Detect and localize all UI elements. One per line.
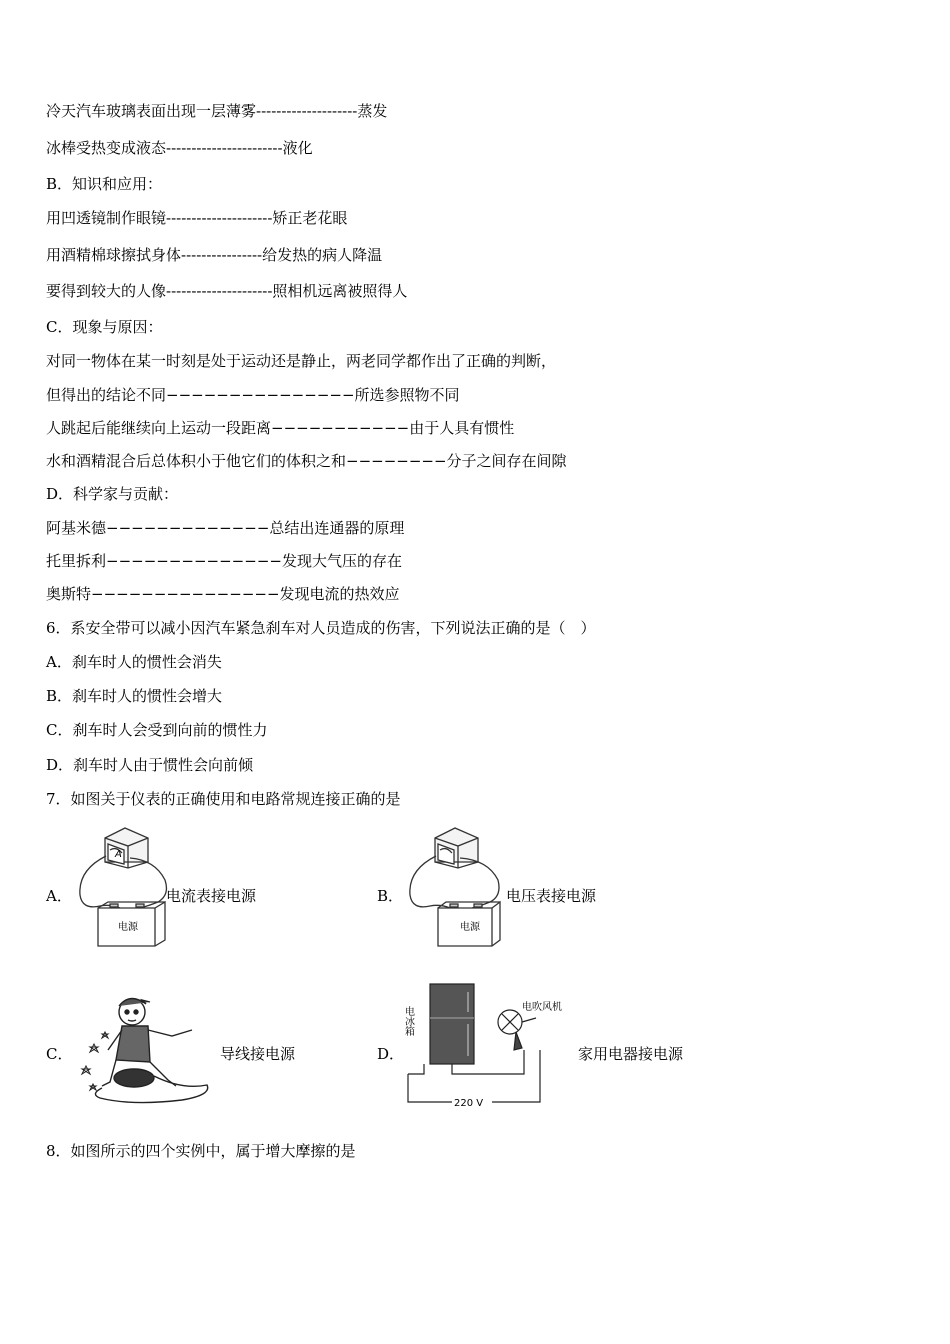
q7-option-b-caption: 电压表接电源	[506, 887, 597, 905]
hairdryer-label: 电吹风机	[522, 1002, 562, 1013]
section-heading: B．知识和应用：	[46, 175, 163, 193]
text-line: 托里拆利−−−−−−−−−−−−−−发现大气压的存在	[46, 552, 402, 570]
power-box-label: 电源	[460, 922, 480, 933]
household-appliances-circuit-figure	[404, 978, 584, 1110]
text-line: 用凹透镜制作眼镜---------------------矫正老花眼	[46, 209, 348, 227]
text-line: 奥斯特−−−−−−−−−−−−−−−发现电流的热效应	[46, 585, 400, 603]
text-line: 要得到较大的人像---------------------照相机远离被照得人	[46, 282, 408, 300]
text-line: 水和酒精混合后总体积小于他它们的体积之和−−−−−−−−分子之间存在间隙	[46, 452, 567, 470]
text-line: 用酒精棉球擦拭身体----------------给发热的病人降温	[46, 246, 383, 264]
voltmeter-circuit-figure	[400, 820, 515, 950]
meter-symbol-a: A	[115, 849, 122, 860]
fridge-label: 电冰箱	[402, 1006, 414, 1036]
voltage-label: 220 V	[454, 1098, 484, 1109]
text-line: 对同一物体在某一时刻是处于运动还是静止，两老同学都作出了正确的判断，	[46, 352, 557, 370]
ammeter-circuit-figure	[70, 820, 180, 950]
text-line: 冰棒受热变成液态-----------------------液化	[46, 139, 313, 157]
q6-option-d: D．刹车时人由于惯性会向前倾	[46, 756, 254, 774]
question-7-stem: 7．如图关于仪表的正确使用和电路常规连接正确的是	[46, 790, 401, 808]
text-line: 冷天汽车玻璃表面出现一层薄雾--------------------蒸发	[46, 102, 388, 120]
q6-option-a: A．刹车时人的惯性会消失	[46, 653, 222, 671]
q7-option-a-caption: 电流表接电源	[166, 887, 257, 905]
q7-option-d-letter: D．	[377, 1045, 405, 1063]
q7-option-b-letter: B．	[377, 887, 404, 905]
q7-option-c-caption: 导线接电源	[220, 1045, 296, 1063]
q7-option-c-letter: C．	[46, 1045, 73, 1063]
q7-option-d-caption: 家用电器接电源	[578, 1045, 684, 1063]
power-box-label: 电源	[118, 922, 138, 933]
q6-option-c: C．刹车时人会受到向前的惯性力	[46, 721, 268, 739]
text-line: 但得出的结论不同−−−−−−−−−−−−−−−所选参照物不同	[46, 386, 460, 404]
text-line: 阿基米德−−−−−−−−−−−−−总结出连通器的原理	[46, 519, 405, 537]
text-line: 人跳起后能继续向上运动一段距离−−−−−−−−−−−由于人具有惯性	[46, 419, 515, 437]
q6-option-b: B．刹车时人的惯性会增大	[46, 687, 223, 705]
section-heading: C．现象与原因：	[46, 318, 163, 336]
question-8-stem: 8．如图所示的四个实例中，属于增大摩擦的是	[46, 1142, 356, 1160]
short-circuit-boy-figure	[72, 990, 217, 1105]
section-heading: D．科学家与贡献：	[46, 485, 179, 503]
question-6-stem: 6．系安全带可以减小因汽车紧急刹车对人员造成的伤害，下列说法正确的是（ ）	[46, 619, 596, 637]
q7-option-a-letter: A．	[46, 887, 72, 905]
